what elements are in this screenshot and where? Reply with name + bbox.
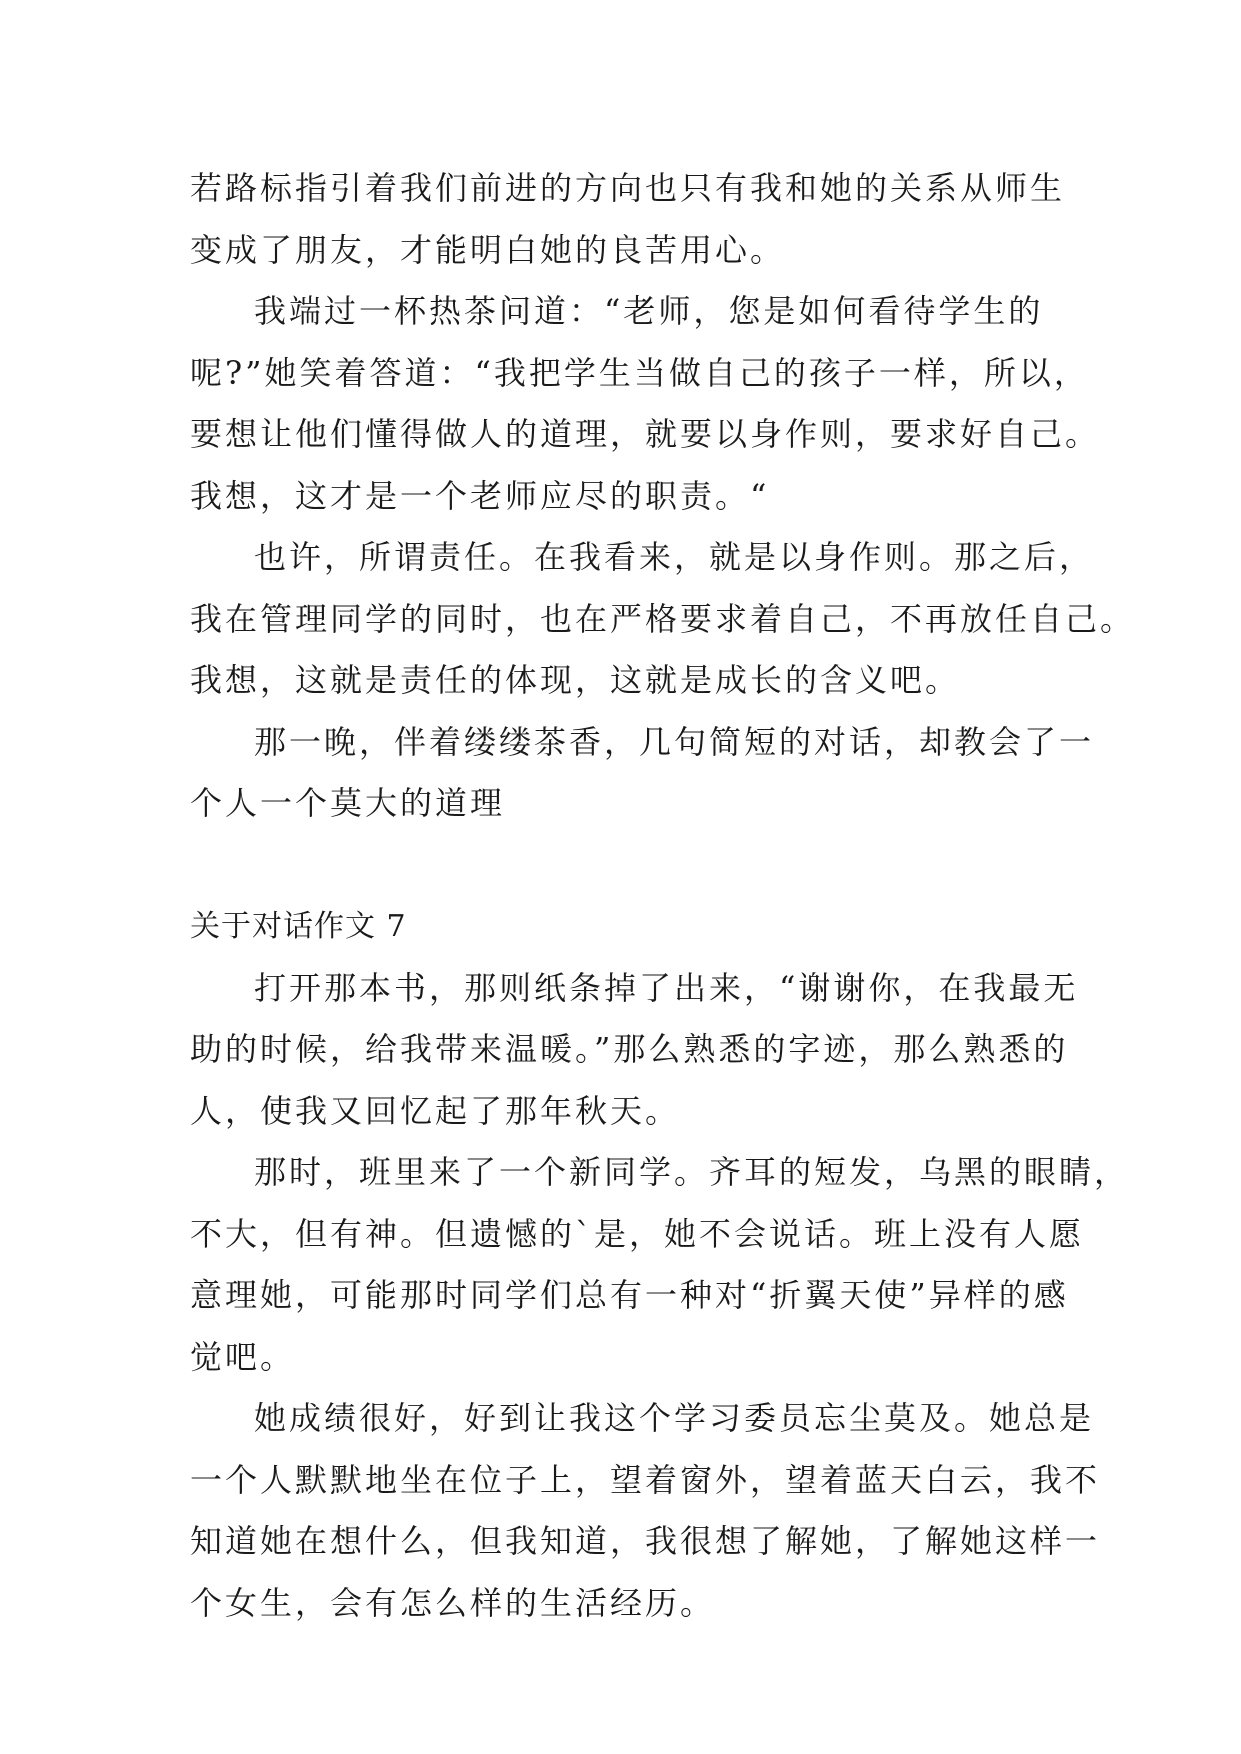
text-line: 我端过一杯热茶问道：“老师，您是如何看待学生的 xyxy=(254,292,1044,330)
text-line: 我想，这才是一个老师应尽的职责。“ xyxy=(190,476,770,515)
paragraph xyxy=(190,712,1095,835)
text-line: 变成了朋友，才能明白她的良苦用心。 xyxy=(190,230,786,269)
text-line: 打开那本书，那则纸条掉了出来，“谢谢你，在我最无 xyxy=(254,968,1079,1007)
text-line: 我想，这就是责任的体现，这就是成长的含义吧。 xyxy=(190,661,961,699)
text-line: 我在管理同学的同时，也在严格要求着自己，不再放任自己。 xyxy=(190,599,1136,638)
paragraph xyxy=(190,1142,1130,1388)
text-line: 她成绩很好，好到让我这个学习委员忘尘莫及。她总是 xyxy=(254,1399,1095,1437)
document-body xyxy=(190,158,1136,1634)
text-line: 一个人默默地坐在位子上，望着窗外，望着蓝天白云，我不 xyxy=(190,1460,1101,1499)
text-line: 觉吧。 xyxy=(190,1337,296,1376)
paragraph xyxy=(190,527,1136,712)
text-line: 意理她，可能那时同学们总有一种对“折翼天使”异样的感 xyxy=(190,1276,1069,1314)
paragraph xyxy=(190,1388,1101,1634)
text-line: 若路标指引着我们前进的方向也只有我和她的关系从师生 xyxy=(190,169,1066,207)
text-line: 呢?”她笑着答道：“我把学生当做自己的孩子一样，所以， xyxy=(190,353,1089,392)
text-line: 要想让他们懂得做人的道理，就要以身作则，要求好自己。 xyxy=(190,415,1101,453)
text-line: 个女生，会有怎么样的生活经历。 xyxy=(190,1583,716,1622)
blank-line xyxy=(190,835,1070,897)
text-line: 知道她在想什么，但我知道，我很想了解她，了解她这样一 xyxy=(190,1522,1101,1560)
text-line: 那时，班里来了一个新同学。齐耳的短发，乌黑的眼睛， xyxy=(254,1153,1130,1191)
section-title: 关于对话作文 7 xyxy=(190,909,407,944)
text-line: 也许，所谓责任。在我看来，就是以身作则。那之后， xyxy=(254,538,1095,576)
text-line: 不大，但有神。但遗憾的`是，她不会说话。班上没有人愿 xyxy=(190,1214,1085,1253)
text-line: 人，使我又回忆起了那年秋天。 xyxy=(190,1091,681,1130)
paragraph xyxy=(190,281,1101,527)
text-line: 个人一个莫大的道理 xyxy=(190,784,506,822)
paragraph xyxy=(190,158,1070,281)
paragraph xyxy=(190,958,1079,1143)
text-line: 那一晚，伴着缕缕茶香，几句简短的对话，却教会了一 xyxy=(254,722,1095,761)
text-line: 助的时候，给我带来温暖。”那么熟悉的字迹，那么熟悉的 xyxy=(190,1030,1069,1068)
